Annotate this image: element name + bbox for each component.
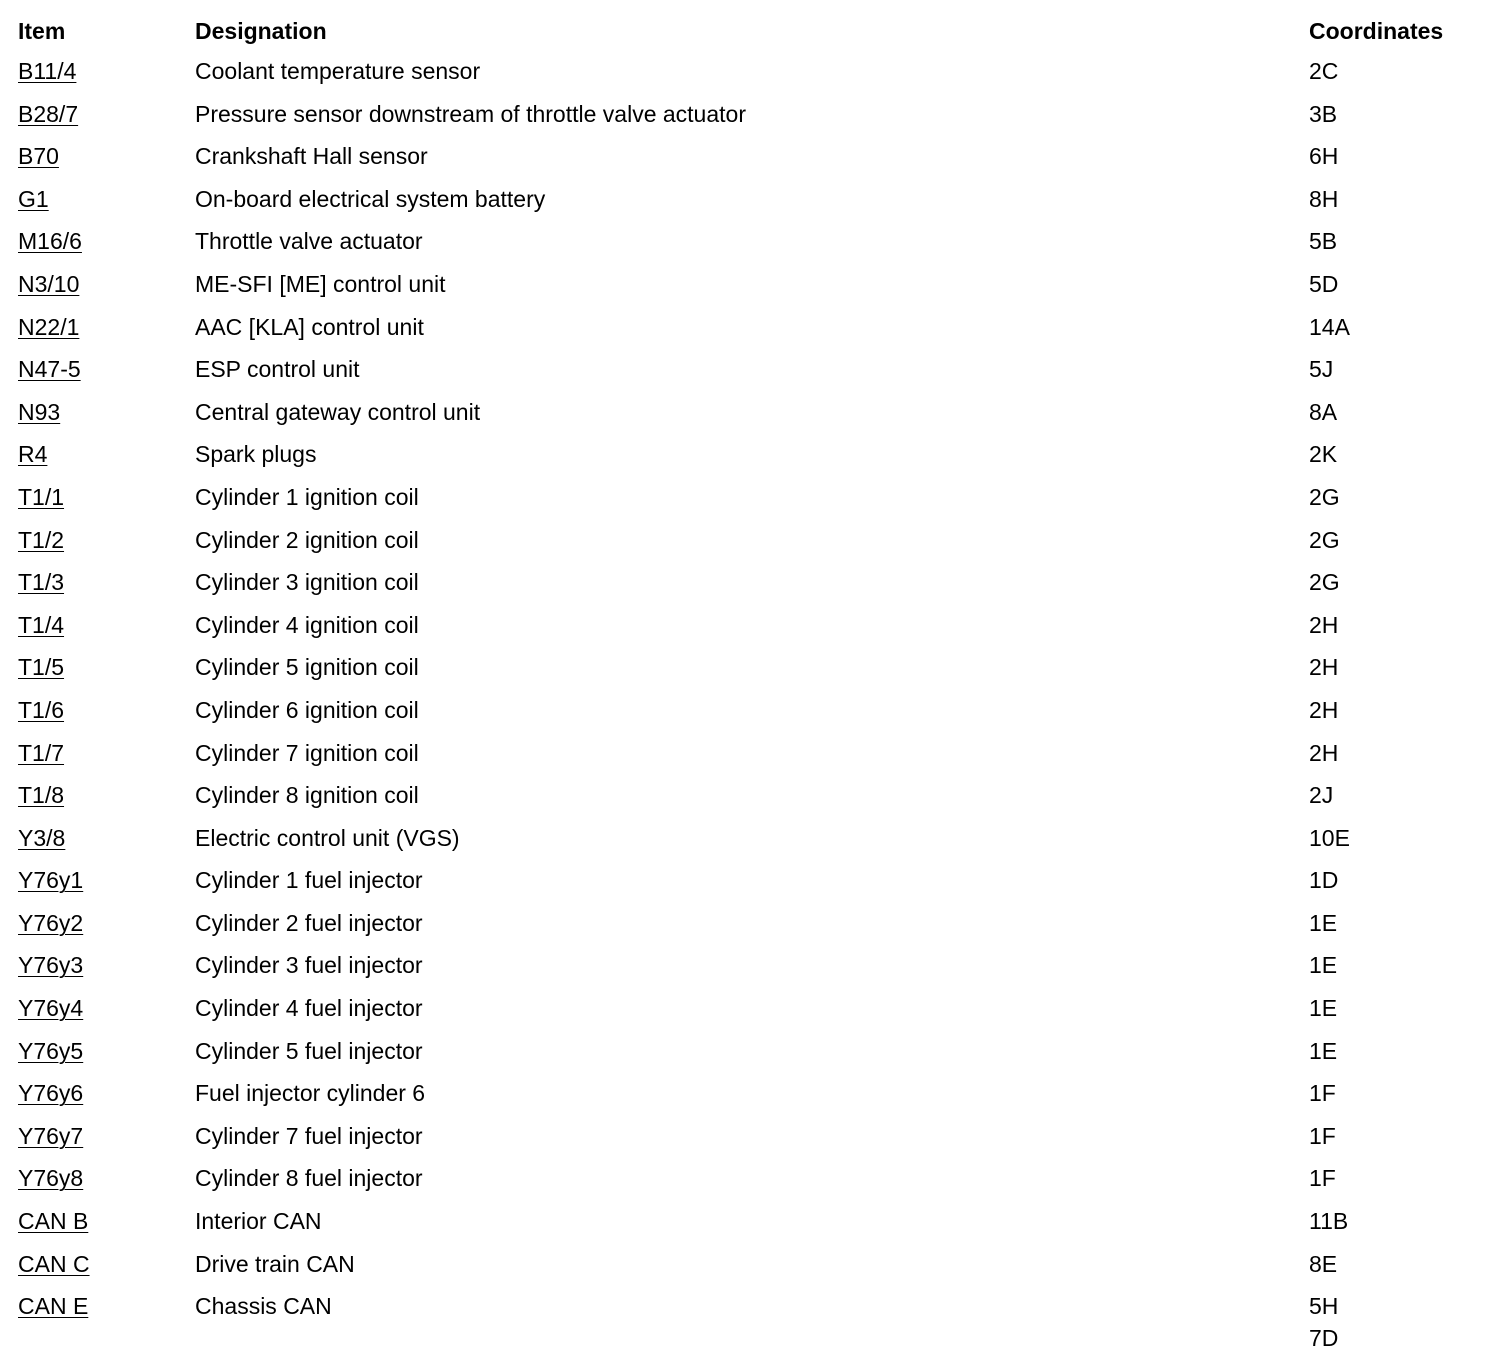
designation-cell: Cylinder 3 fuel injector bbox=[195, 952, 423, 979]
coordinates-cell bbox=[1309, 394, 1337, 430]
coordinates-cell bbox=[1309, 692, 1338, 728]
coordinates-cell bbox=[1309, 1160, 1336, 1196]
table-row bbox=[18, 862, 1498, 905]
coordinates-cell bbox=[1309, 1033, 1337, 1069]
item-cell bbox=[18, 649, 64, 685]
item-cell bbox=[18, 564, 64, 600]
item-cell bbox=[18, 862, 83, 898]
coordinate-value: 2G bbox=[1309, 483, 1340, 510]
coordinate-value: 1F bbox=[1309, 1122, 1336, 1149]
designation-cell: Cylinder 5 ignition coil bbox=[195, 654, 419, 681]
coordinates-cell bbox=[1309, 1075, 1336, 1111]
item-cell bbox=[18, 820, 65, 856]
table-row bbox=[18, 181, 1498, 224]
item-cell bbox=[18, 223, 82, 259]
designation-cell: Electric control unit (VGS) bbox=[195, 824, 460, 851]
coordinate-value: 5H bbox=[1309, 1293, 1339, 1320]
designation-cell: Cylinder 2 ignition coil bbox=[195, 526, 419, 553]
table-row bbox=[18, 138, 1498, 181]
designation-cell: Crankshaft Hall sensor bbox=[195, 143, 428, 170]
item-link[interactable]: Y76y3 bbox=[18, 952, 84, 979]
item-link[interactable]: Y76y2 bbox=[18, 909, 84, 936]
item-cell bbox=[18, 181, 49, 217]
designation-cell: Throttle valve actuator bbox=[195, 228, 423, 255]
item-link[interactable]: Y76y1 bbox=[18, 867, 84, 894]
table-row bbox=[18, 1246, 1498, 1289]
coordinate-value: 5D bbox=[1309, 270, 1339, 297]
designation-cell: Cylinder 1 ignition coil bbox=[195, 483, 419, 510]
coordinates-cell bbox=[1309, 820, 1350, 856]
coordinates-cell bbox=[1309, 607, 1338, 643]
item-link[interactable]: N3/10 bbox=[18, 270, 80, 297]
item-cell bbox=[18, 479, 64, 515]
item-link[interactable]: Y76y8 bbox=[18, 1165, 84, 1192]
table-row bbox=[18, 564, 1498, 607]
item-link[interactable]: G1 bbox=[18, 185, 49, 212]
designation-cell: Pressure sensor downstream of throttle valve actuator bbox=[195, 100, 746, 127]
coordinates-cell bbox=[1309, 181, 1338, 217]
item-cell bbox=[18, 777, 64, 813]
designation-cell: Coolant temperature sensor bbox=[195, 58, 481, 84]
item-cell bbox=[18, 436, 47, 472]
table-row bbox=[18, 1033, 1498, 1076]
coordinate-value: 5J bbox=[1309, 356, 1334, 383]
coordinates-cell bbox=[1309, 522, 1340, 558]
table-row bbox=[18, 692, 1498, 735]
designation-cell: Cylinder 5 fuel injector bbox=[195, 1037, 423, 1064]
header-item: Item bbox=[18, 18, 66, 44]
item-cell bbox=[18, 351, 81, 387]
table-body bbox=[18, 53, 1498, 1352]
coordinates-cell bbox=[1309, 1203, 1348, 1239]
item-link[interactable]: B28/7 bbox=[18, 100, 79, 127]
item-link[interactable]: Y76y4 bbox=[18, 995, 84, 1022]
designation-cell: Drive train CAN bbox=[195, 1250, 355, 1277]
coordinates-cell bbox=[1309, 1246, 1337, 1282]
item-cell bbox=[18, 266, 79, 302]
table-row bbox=[18, 53, 1498, 96]
coordinate-value: 14A bbox=[1309, 313, 1350, 340]
designation-cell: Fuel injector cylinder 6 bbox=[195, 1080, 426, 1107]
table-row bbox=[18, 309, 1498, 352]
table-row bbox=[18, 479, 1498, 522]
table-row bbox=[18, 96, 1498, 139]
coordinate-value: 11B bbox=[1309, 1208, 1349, 1235]
coordinate-value: 2J bbox=[1309, 782, 1334, 809]
coordinate-value: 2G bbox=[1309, 569, 1340, 596]
item-link[interactable]: Y76y5 bbox=[18, 1037, 84, 1064]
table-row bbox=[18, 607, 1498, 650]
coordinate-value: 8H bbox=[1309, 185, 1339, 212]
item-cell bbox=[18, 947, 83, 983]
item-link[interactable]: N93 bbox=[18, 398, 61, 425]
coordinates-cell bbox=[1309, 649, 1338, 685]
item-link[interactable]: T1/8 bbox=[18, 782, 65, 809]
coordinates-cell bbox=[1309, 436, 1337, 472]
table-row bbox=[18, 1118, 1498, 1161]
item-cell bbox=[18, 1075, 83, 1111]
table-row bbox=[18, 522, 1498, 565]
coordinate-value: 2G bbox=[1309, 526, 1340, 553]
designation-cell: Chassis CAN bbox=[195, 1293, 332, 1320]
coordinate-value: 7D bbox=[1309, 1325, 1339, 1352]
coordinate-value: 2H bbox=[1309, 654, 1339, 681]
coordinates-cell bbox=[1309, 309, 1350, 345]
item-link[interactable]: T1/1 bbox=[18, 483, 65, 510]
table-row bbox=[18, 436, 1498, 479]
item-cell bbox=[18, 309, 79, 345]
coordinates-cell bbox=[1309, 479, 1340, 515]
coordinates-cell bbox=[1309, 351, 1333, 387]
item-cell bbox=[18, 1246, 90, 1282]
table-row bbox=[18, 947, 1498, 990]
item-link[interactable]: T1/4 bbox=[18, 611, 65, 638]
designation-cell: Cylinder 7 fuel injector bbox=[195, 1122, 423, 1149]
coordinates-cell bbox=[1309, 990, 1337, 1026]
designation-cell: Cylinder 3 ignition coil bbox=[195, 569, 419, 596]
coordinate-value: 8E bbox=[1309, 1250, 1338, 1277]
item-link[interactable]: T1/7 bbox=[18, 739, 65, 766]
item-cell bbox=[18, 692, 64, 728]
coordinates-cell bbox=[1309, 564, 1340, 600]
item-cell bbox=[18, 522, 64, 558]
coordinates-cell bbox=[1309, 223, 1337, 259]
designation-cell: AAC [KLA] control unit bbox=[195, 313, 424, 340]
item-cell bbox=[18, 1288, 88, 1324]
item-link[interactable]: N22/1 bbox=[18, 313, 80, 340]
item-cell bbox=[18, 1033, 83, 1069]
table-row bbox=[18, 266, 1498, 309]
coordinates-cell bbox=[1309, 735, 1338, 771]
coordinates-cell bbox=[1309, 96, 1337, 132]
coordinates-cell bbox=[1309, 266, 1338, 302]
item-link[interactable]: T1/5 bbox=[18, 654, 65, 681]
item-cell bbox=[18, 138, 59, 174]
item-link[interactable]: CAN C bbox=[18, 1250, 90, 1277]
coordinate-value: 1E bbox=[1309, 995, 1338, 1022]
coordinates-cell bbox=[1309, 862, 1338, 898]
component-legend-table bbox=[18, 13, 1498, 1352]
coordinate-value: 1F bbox=[1309, 1080, 1336, 1107]
item-link[interactable]: B11/4 bbox=[18, 58, 77, 84]
item-link[interactable]: T1/2 bbox=[18, 526, 65, 553]
designation-cell: Cylinder 1 fuel injector bbox=[195, 867, 423, 894]
coordinate-value: 6H bbox=[1309, 143, 1339, 170]
item-link[interactable]: T1/6 bbox=[18, 696, 65, 723]
item-cell bbox=[18, 990, 83, 1026]
item-cell bbox=[18, 905, 83, 941]
item-link[interactable]: N47-5 bbox=[18, 356, 81, 383]
coordinates-cell bbox=[1309, 138, 1338, 174]
designation-cell: Cylinder 6 ignition coil bbox=[195, 696, 419, 723]
table-row bbox=[18, 735, 1498, 778]
item-link[interactable]: CAN E bbox=[18, 1293, 89, 1320]
item-link[interactable]: CAN B bbox=[18, 1208, 89, 1235]
coordinate-value: 2H bbox=[1309, 611, 1339, 638]
coordinates-cell bbox=[1309, 947, 1337, 983]
designation-cell: Spark plugs bbox=[195, 441, 317, 468]
coordinate-value: 10E bbox=[1309, 824, 1350, 851]
item-cell bbox=[18, 53, 76, 89]
item-link[interactable]: R4 bbox=[18, 441, 48, 468]
table-row bbox=[18, 777, 1498, 820]
table-row bbox=[18, 1160, 1498, 1203]
designation-cell: Cylinder 4 fuel injector bbox=[195, 995, 423, 1022]
coordinates-cell bbox=[1309, 777, 1333, 813]
table-row bbox=[18, 649, 1498, 692]
item-cell bbox=[18, 96, 78, 132]
coordinate-value: 1D bbox=[1309, 867, 1339, 894]
designation-cell: ME-SFI [ME] control unit bbox=[195, 270, 446, 297]
table-row bbox=[18, 394, 1498, 437]
table-header-row bbox=[18, 13, 1498, 53]
item-link[interactable]: T1/3 bbox=[18, 569, 65, 596]
coordinates-cell bbox=[1309, 905, 1337, 941]
designation-cell: Cylinder 8 ignition coil bbox=[195, 782, 419, 809]
designation-cell: Cylinder 2 fuel injector bbox=[195, 909, 423, 936]
coordinate-value: 1F bbox=[1309, 1165, 1336, 1192]
coordinate-value: 1E bbox=[1309, 909, 1338, 936]
coordinate-value: 5B bbox=[1309, 228, 1338, 255]
designation-cell: Central gateway control unit bbox=[195, 398, 481, 425]
designation-cell: Cylinder 7 ignition coil bbox=[195, 739, 419, 766]
table-row bbox=[18, 1075, 1498, 1118]
designation-cell: Interior CAN bbox=[195, 1208, 322, 1235]
item-cell bbox=[18, 1160, 83, 1196]
coordinate-value: 1E bbox=[1309, 952, 1338, 979]
header-coordinates: Coordinates bbox=[1309, 18, 1444, 44]
designation-cell: Cylinder 8 fuel injector bbox=[195, 1165, 423, 1192]
coordinate-value: 8A bbox=[1309, 398, 1338, 425]
coordinates-cell bbox=[1309, 53, 1338, 89]
designation-cell: Cylinder 4 ignition coil bbox=[195, 611, 419, 638]
table-row bbox=[18, 1203, 1498, 1246]
header-designation: Designation bbox=[195, 18, 327, 44]
coordinate-value: 3B bbox=[1309, 100, 1338, 127]
item-link[interactable]: M16/6 bbox=[18, 228, 82, 255]
item-link[interactable]: Y76y7 bbox=[18, 1122, 84, 1149]
table-row bbox=[18, 351, 1498, 394]
coordinates-cell bbox=[1309, 1288, 1338, 1352]
table-row bbox=[18, 223, 1498, 266]
item-link[interactable]: Y76y6 bbox=[18, 1080, 84, 1107]
coordinate-value: 2H bbox=[1309, 739, 1339, 766]
table-row bbox=[18, 820, 1498, 863]
coordinate-value: 2C bbox=[1309, 58, 1339, 84]
item-cell bbox=[18, 394, 60, 430]
designation-cell: ESP control unit bbox=[195, 356, 360, 383]
item-cell bbox=[18, 1118, 83, 1154]
table-row bbox=[18, 1288, 1498, 1352]
item-link[interactable]: B70 bbox=[18, 143, 59, 170]
designation-cell: On-board electrical system battery bbox=[195, 185, 546, 212]
coordinate-value: 2H bbox=[1309, 696, 1339, 723]
coordinate-value: 1E bbox=[1309, 1037, 1338, 1064]
coordinate-value: 2K bbox=[1309, 441, 1338, 468]
item-cell bbox=[18, 1203, 88, 1239]
coordinates-cell bbox=[1309, 1118, 1336, 1154]
item-cell bbox=[18, 607, 64, 643]
table-row bbox=[18, 905, 1498, 948]
item-link[interactable]: Y3/8 bbox=[18, 824, 66, 851]
table-row bbox=[18, 990, 1498, 1033]
item-cell bbox=[18, 735, 64, 771]
